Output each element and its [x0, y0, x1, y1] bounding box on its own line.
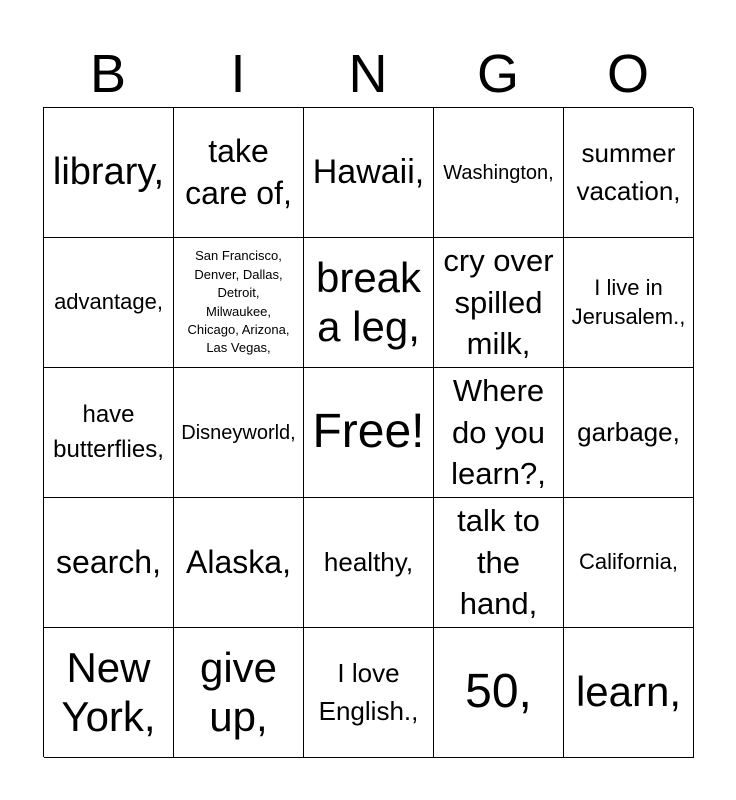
cell-text: I live in Jerusalem., — [571, 274, 686, 329]
cell-text: I love English., — [318, 657, 419, 726]
cell-text: summer vacation, — [576, 137, 681, 206]
bingo-cell[interactable] — [304, 498, 434, 628]
bingo-cell[interactable] — [174, 368, 304, 498]
cell-text: healthy, — [323, 546, 414, 577]
bingo-cell[interactable] — [434, 108, 564, 238]
cell-text: give up, — [199, 644, 278, 740]
bingo-board — [43, 107, 693, 757]
free-space-text: Free! — [312, 405, 425, 459]
cell-text: talk to the hand, — [457, 502, 540, 622]
cell-text: San Francisco, Denver, Dallas, Detroit, Milwaukee, Chicago, Arizona, Las Vegas, — [187, 248, 290, 356]
cell-text: library, — [52, 150, 165, 193]
header-letter-g: G — [476, 44, 519, 104]
header-letter-b: B — [89, 44, 127, 104]
bingo-cell[interactable] — [44, 368, 174, 498]
cell-text: New York, — [61, 644, 156, 740]
bingo-cell[interactable] — [174, 108, 304, 238]
cell-text: 50, — [465, 665, 532, 719]
bingo-cell[interactable] — [434, 628, 564, 758]
cell-text: Disneyworld, — [181, 421, 296, 444]
bingo-cell[interactable] — [434, 368, 564, 498]
bingo-cell[interactable] — [304, 238, 434, 368]
bingo-cell[interactable] — [174, 498, 304, 628]
free-space-cell[interactable] — [304, 368, 434, 498]
bingo-cell[interactable] — [564, 628, 694, 758]
cell-text: Washington, — [443, 161, 554, 184]
bingo-cell[interactable] — [564, 238, 694, 368]
header-letter-n: N — [348, 44, 388, 104]
bingo-header — [43, 40, 693, 108]
bingo-cell[interactable] — [174, 628, 304, 758]
bingo-cell[interactable] — [174, 238, 304, 368]
bingo-cell[interactable] — [564, 108, 694, 238]
header-letter-i: I — [230, 44, 246, 104]
bingo-cell[interactable] — [44, 498, 174, 628]
cell-text: search, — [56, 543, 161, 580]
cell-text: California, — [578, 549, 679, 575]
cell-text: Where do you learn?, — [451, 372, 546, 492]
cell-text: advantage, — [54, 289, 163, 315]
header-letter-o: O — [606, 44, 649, 104]
cell-text: garbage, — [577, 416, 680, 447]
cell-text: take care of, — [185, 132, 292, 211]
cell-text: break a leg, — [315, 254, 422, 350]
bingo-cell[interactable] — [304, 108, 434, 238]
bingo-cell[interactable] — [44, 628, 174, 758]
cell-text: Hawaii, — [312, 153, 425, 192]
bingo-cell[interactable] — [304, 628, 434, 758]
bingo-cell[interactable] — [434, 238, 564, 368]
bingo-cell[interactable] — [564, 498, 694, 628]
bingo-cell[interactable] — [434, 498, 564, 628]
cell-text: learn, — [575, 668, 682, 716]
bingo-cell[interactable] — [564, 368, 694, 498]
cell-text: have butterflies, — [53, 400, 164, 463]
cell-text: Alaska, — [186, 543, 291, 580]
bingo-cell[interactable] — [44, 108, 174, 238]
bingo-cell[interactable] — [44, 238, 174, 368]
cell-text: cry over spilled milk, — [443, 242, 554, 362]
